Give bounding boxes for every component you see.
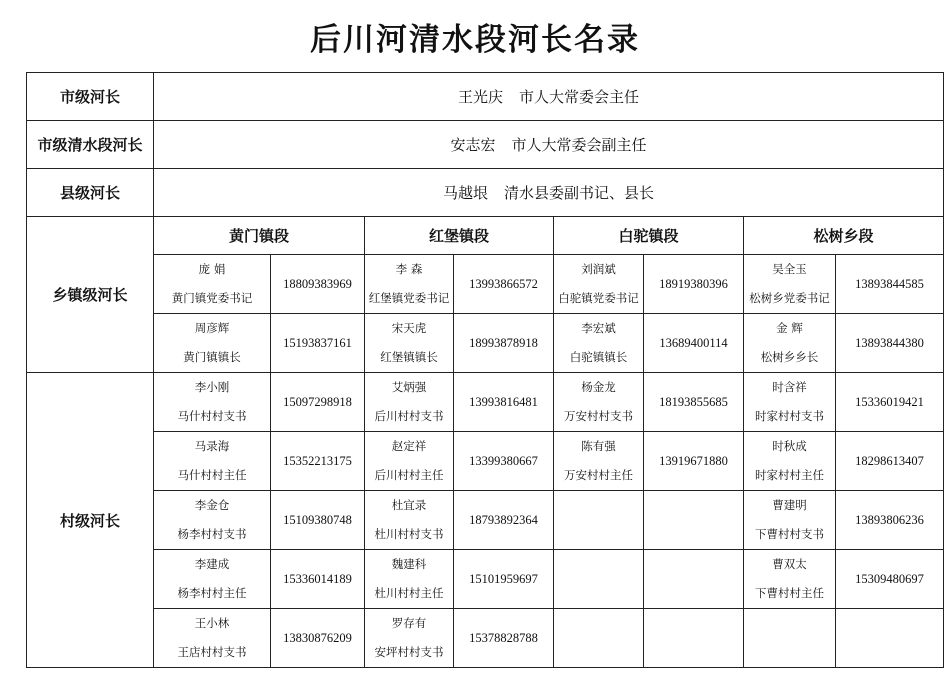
- person-title: 后川村村主任: [374, 468, 444, 482]
- section-header: 黄门镇段: [154, 217, 365, 255]
- person-cell: [744, 491, 836, 550]
- table-row: [27, 491, 944, 550]
- person-cell: [744, 432, 836, 491]
- empty-cell: [644, 491, 744, 550]
- person-name: 庞 娟: [198, 262, 226, 276]
- person-title: 王店村村支书: [177, 645, 247, 659]
- phone-number: 18793892364: [454, 491, 554, 550]
- person-cell: [154, 432, 271, 491]
- empty-cell: [554, 491, 644, 550]
- phone-number: 15101959697: [454, 550, 554, 609]
- person-cell: [365, 491, 454, 550]
- phone-number: 13993866572: [454, 255, 554, 314]
- person-name: 杜宜录: [391, 498, 427, 512]
- empty-cell: [744, 609, 836, 668]
- phone-number: 13399380667: [454, 432, 554, 491]
- top-row: [27, 121, 944, 169]
- empty-cell: [644, 550, 744, 609]
- person-title: 松树乡乡长: [760, 350, 819, 364]
- person-cell: [154, 609, 271, 668]
- river-chief-table: [26, 72, 944, 668]
- person-title: 红堡镇镇长: [380, 350, 438, 364]
- person-name: 王小林: [194, 616, 230, 630]
- person-title: 松树乡党委书记: [749, 291, 830, 305]
- section-header: 白驼镇段: [554, 217, 744, 255]
- person-title: 红堡镇党委书记: [368, 291, 450, 305]
- phone-number: 18193855685: [644, 373, 744, 432]
- person-name: 周彦辉: [194, 321, 230, 335]
- person-cell: [744, 550, 836, 609]
- page-title: 后川河清水段河长名录: [310, 22, 640, 58]
- person-name: 杨金龙: [581, 380, 616, 394]
- person-cell: [365, 550, 454, 609]
- chief-name: 王光庆: [458, 88, 504, 106]
- person-title: 白驼镇党委书记: [558, 291, 639, 305]
- person-name: 时含祥: [772, 380, 807, 394]
- empty-cell: [554, 609, 644, 668]
- person-name: 陈有强: [581, 439, 616, 453]
- person-name: 时秋成: [772, 439, 807, 453]
- person-title: 杨李村村主任: [177, 586, 247, 600]
- phone-number: 18993878918: [454, 314, 554, 373]
- level-label: 县级河长: [27, 169, 154, 217]
- person-title: 白驼镇镇长: [569, 350, 628, 364]
- person-cell: [744, 255, 836, 314]
- table-row: [27, 609, 944, 668]
- level-label: 市级河长: [27, 73, 154, 121]
- person-title: 黄门镇党委书记: [171, 291, 253, 305]
- person-title: 杜川村村主任: [374, 586, 444, 600]
- person-title: 杨李村村支书: [177, 527, 247, 541]
- table-row: [27, 550, 944, 609]
- person-cell: [154, 550, 271, 609]
- section-header-row: [27, 217, 944, 255]
- person-title: 马什村村主任: [177, 468, 247, 482]
- person-name: 吴全玉: [772, 262, 807, 276]
- phone-number: 13830876209: [271, 609, 365, 668]
- person-cell: [154, 255, 271, 314]
- person-cell: [554, 255, 644, 314]
- person-name: 曹双太: [772, 557, 807, 571]
- person-title: 黄门镇镇长: [183, 350, 241, 364]
- person-name: 艾炳强: [391, 380, 427, 394]
- phone-number: 15109380748: [271, 491, 365, 550]
- person-title: 时家村村主任: [755, 468, 824, 482]
- person-title: 杜川村村支书: [374, 527, 444, 541]
- level-label: 村级河长: [27, 373, 154, 668]
- person-cell: [554, 373, 644, 432]
- person-name: 马录海: [194, 439, 230, 453]
- person-title: 万安村村主任: [564, 468, 633, 482]
- phone-number: 13893844585: [836, 255, 944, 314]
- phone-number: 15097298918: [271, 373, 365, 432]
- empty-cell: [836, 609, 944, 668]
- chief-name: 马越垠: [443, 184, 489, 202]
- chief-title: 市人大常委会副主任: [511, 136, 647, 154]
- chief-cell: [154, 73, 944, 121]
- person-title: 后川村村支书: [374, 409, 444, 423]
- person-name: 宋天虎: [391, 321, 427, 335]
- phone-number: 13893844380: [836, 314, 944, 373]
- person-cell: [365, 314, 454, 373]
- chief-title: 清水县委副书记、县长: [504, 184, 655, 202]
- person-name: 李 森: [395, 262, 423, 276]
- phone-number: 18809383969: [271, 255, 365, 314]
- empty-cell: [554, 550, 644, 609]
- person-cell: [554, 432, 644, 491]
- person-title: 下曹村村主任: [755, 586, 824, 600]
- person-name: 赵定祥: [391, 439, 427, 453]
- phone-number: 13893806236: [836, 491, 944, 550]
- person-title: 下曹村村支书: [755, 527, 824, 541]
- person-name: 罗存有: [391, 616, 427, 630]
- person-title: 时家村村支书: [755, 409, 824, 423]
- person-name: 李宏斌: [581, 321, 616, 335]
- phone-number: 13689400114: [644, 314, 744, 373]
- person-title: 安坪村村支书: [374, 645, 444, 659]
- section-header: 松树乡段: [744, 217, 944, 255]
- top-row: [27, 169, 944, 217]
- person-name: 魏建科: [391, 557, 427, 571]
- phone-number: 13919671880: [644, 432, 744, 491]
- phone-number: 15336014189: [271, 550, 365, 609]
- person-cell: [154, 314, 271, 373]
- person-name: 李小刚: [194, 380, 230, 394]
- person-cell: [154, 491, 271, 550]
- phone-number: 15309480697: [836, 550, 944, 609]
- person-cell: [554, 314, 644, 373]
- person-title: 马什村村支书: [177, 409, 247, 423]
- person-cell: [744, 373, 836, 432]
- table-row: [27, 373, 944, 432]
- table-row: [27, 255, 944, 314]
- empty-cell: [644, 609, 744, 668]
- person-cell: [365, 373, 454, 432]
- phone-number: 18919380396: [644, 255, 744, 314]
- phone-number: 15336019421: [836, 373, 944, 432]
- level-label: 乡镇级河长: [27, 217, 154, 373]
- phone-number: 15193837161: [271, 314, 365, 373]
- top-row: [27, 73, 944, 121]
- person-name: 曹建明: [772, 498, 807, 512]
- phone-number: 15378828788: [454, 609, 554, 668]
- phone-number: 15352213175: [271, 432, 365, 491]
- level-label: 市级清水段河长: [27, 121, 154, 169]
- table-row: [27, 432, 944, 491]
- chief-title: 市人大常委会主任: [519, 88, 640, 106]
- person-name: 李建成: [194, 557, 230, 571]
- person-cell: [365, 255, 454, 314]
- person-title: 万安村村支书: [564, 409, 633, 423]
- table-row: [27, 314, 944, 373]
- phone-number: 18298613407: [836, 432, 944, 491]
- chief-cell: [154, 121, 944, 169]
- person-name: 刘润斌: [581, 262, 616, 276]
- chief-cell: [154, 169, 944, 217]
- person-name: 李金仓: [194, 498, 230, 512]
- chief-name: 安志宏: [450, 136, 496, 154]
- person-cell: [154, 373, 271, 432]
- person-cell: [744, 314, 836, 373]
- phone-number: 13993816481: [454, 373, 554, 432]
- section-header: 红堡镇段: [365, 217, 554, 255]
- person-name: 金 辉: [776, 321, 803, 335]
- person-cell: [365, 432, 454, 491]
- person-cell: [365, 609, 454, 668]
